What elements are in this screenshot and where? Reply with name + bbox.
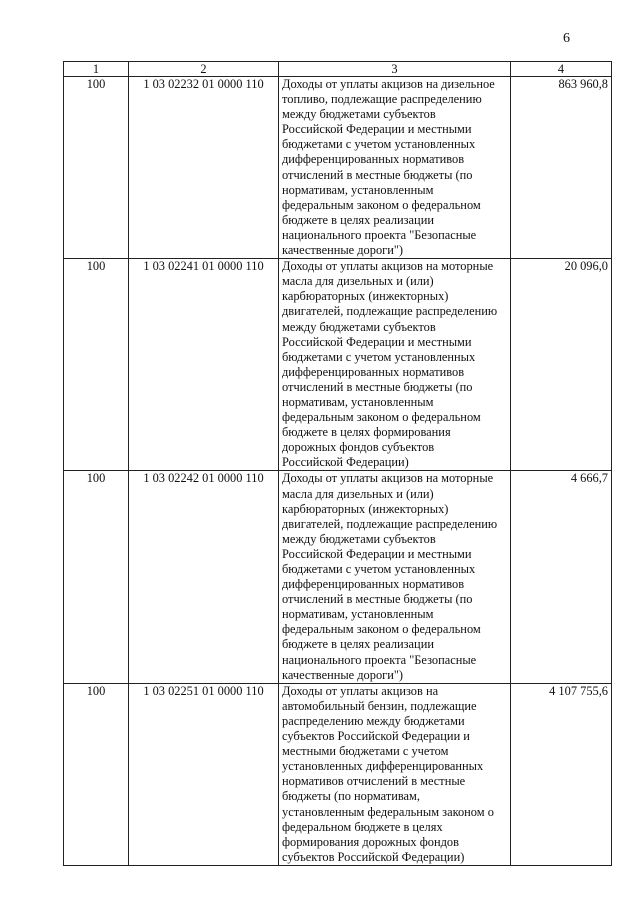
description-line: бюджете в целях формирования [282, 425, 451, 440]
description-line: дифференцированных нормативов [282, 364, 465, 379]
description-line: Российской Федерации и местными [282, 546, 472, 561]
description-line: топливо, подлежащие распределению [282, 92, 482, 107]
description-line: национального проекта "Безопасные [282, 652, 477, 667]
admin-code-cell: 100 [64, 683, 129, 865]
description-cell [279, 471, 511, 683]
column-header-2: 2 [129, 62, 279, 77]
amount-cell: 4 666,7 [511, 471, 612, 683]
table-row [64, 259, 612, 471]
column-header-3: 3 [279, 62, 511, 77]
description-line: Российской Федерации) [282, 455, 409, 470]
description-line: субъектов Российской Федерации) [282, 849, 465, 864]
header-row [64, 62, 612, 77]
description-cell [279, 259, 511, 471]
admin-code-cell: 100 [64, 77, 129, 259]
description-line: Доходы от уплаты акцизов на [282, 683, 439, 698]
table-row [64, 471, 612, 683]
description-line: масла для дизельных и (или) [282, 486, 434, 501]
description-line: бюджете в целях реализации [282, 637, 434, 652]
description-line: автомобильный бензин, подлежащие [282, 698, 477, 713]
description-line: федеральным законом о федеральном [282, 410, 481, 425]
table-body [64, 77, 612, 866]
description-line: отчислений в местные бюджеты (по [282, 379, 473, 394]
description-line: масла для дизельных и (или) [282, 274, 434, 289]
description-line: бюджетами с учетом установленных [282, 562, 476, 576]
description-line: карбюраторных (инжекторных) [282, 289, 449, 304]
description-line: Доходы от уплаты акцизов на моторные [282, 471, 494, 486]
description-line: двигателей, подлежащие распределению [282, 304, 498, 319]
description-line: Российской Федерации и местными [282, 122, 472, 137]
description-line: федеральным законом о федеральном [282, 197, 481, 212]
description-line: распределению между бюджетами [282, 713, 465, 728]
revenue-table [63, 61, 612, 866]
description-line: карбюраторных (инжекторных) [282, 501, 449, 516]
description-line: нормативам, установленным [282, 394, 434, 409]
description-line: между бюджетами субъектов [282, 319, 436, 334]
kbk-code-cell: 1 03 02242 01 0000 110 [129, 471, 279, 683]
page-number: 6 [563, 31, 570, 46]
table-row [64, 77, 612, 259]
table-row [64, 683, 612, 865]
description-line: бюджетами с учетом установленных [282, 349, 476, 364]
admin-code-cell: 100 [64, 471, 129, 683]
description-line: федеральным законом о федеральном [282, 622, 481, 637]
description-line: Доходы от уплаты акцизов на моторные [282, 259, 494, 274]
description-line: дифференцированных нормативов [282, 577, 465, 592]
description-line: установленных дифференцированных [282, 759, 484, 774]
description-line: Доходы от уплаты акцизов на дизельное [282, 77, 495, 91]
description-line: дорожных фондов субъектов [282, 440, 435, 455]
description-line: дифференцированных нормативов [282, 152, 465, 167]
description-line: национального проекта "Безопасные [282, 227, 477, 242]
description-line: бюджете в целях реализации [282, 212, 434, 227]
description-line: между бюджетами субъектов [282, 531, 436, 546]
amount-cell: 20 096,0 [511, 259, 612, 471]
amount-cell: 863 960,8 [511, 77, 612, 259]
description-line: местными бюджетами с учетом [282, 744, 449, 759]
description-cell [279, 683, 511, 865]
description-line: бюджеты (по нормативам, [282, 789, 420, 804]
kbk-code-cell: 1 03 02241 01 0000 110 [129, 259, 279, 471]
column-header-4: 4 [511, 62, 612, 77]
kbk-code-cell: 1 03 02251 01 0000 110 [129, 683, 279, 865]
description-line: формирования дорожных фондов [282, 834, 459, 849]
description-line: качественные дороги") [282, 667, 404, 682]
admin-code-cell: 100 [64, 259, 129, 471]
description-line: двигателей, подлежащие распределению [282, 516, 498, 531]
description-line: нормативам, установленным [282, 182, 434, 197]
description-line: федеральном бюджете в целях [282, 819, 443, 834]
amount-cell: 4 107 755,6 [511, 683, 612, 865]
description-line: качественные дороги") [282, 243, 404, 258]
kbk-code-cell: 1 03 02232 01 0000 110 [129, 77, 279, 259]
description-line: отчислений в местные бюджеты (по [282, 167, 473, 182]
description-line: нормативов отчислений в местные [282, 774, 466, 789]
description-line: отчислений в местные бюджеты (по [282, 592, 473, 607]
description-cell [279, 77, 511, 259]
column-header-1: 1 [64, 62, 129, 77]
description-line: субъектов Российской Федерации и [282, 729, 470, 744]
description-line: бюджетами с учетом установленных [282, 137, 476, 152]
table-header [64, 62, 612, 77]
description-line: между бюджетами субъектов [282, 107, 436, 122]
description-line: установленным федеральным законом о [282, 804, 494, 819]
description-line: нормативам, установленным [282, 607, 434, 622]
description-line: Российской Федерации и местными [282, 334, 472, 349]
